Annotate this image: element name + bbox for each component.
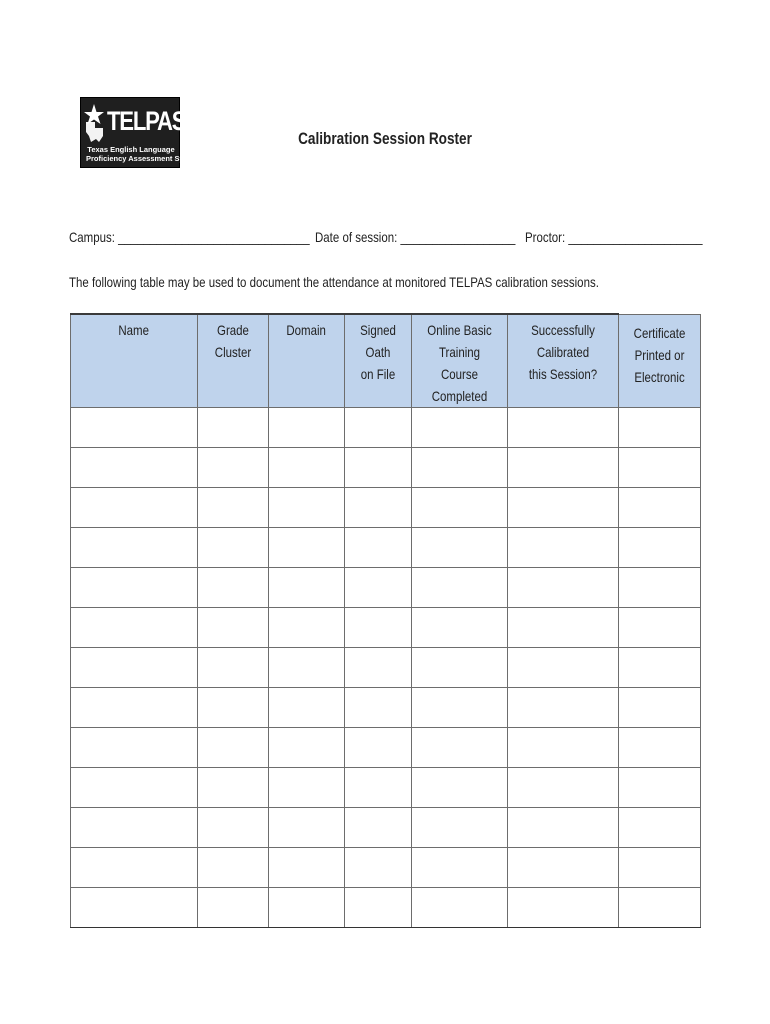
table-cell[interactable] [619, 488, 701, 528]
header-successfully-calibrated [508, 314, 619, 408]
table-cell[interactable] [71, 648, 198, 688]
header-online-training [412, 314, 508, 408]
table-cell[interactable] [508, 528, 619, 568]
logo-wordmark: TELPAS [107, 106, 186, 136]
header-grade-cluster [198, 314, 269, 408]
table-cell[interactable] [269, 648, 345, 688]
roster-body [71, 408, 701, 928]
table-cell[interactable] [619, 408, 701, 448]
table-cell[interactable] [412, 448, 508, 488]
table-cell[interactable] [345, 528, 412, 568]
table-cell[interactable] [71, 688, 198, 728]
table-cell[interactable] [345, 408, 412, 448]
table-cell[interactable] [508, 728, 619, 768]
table-cell[interactable] [269, 808, 345, 848]
table-cell[interactable] [508, 448, 619, 488]
table-cell[interactable] [71, 728, 198, 768]
table-cell[interactable] [71, 608, 198, 648]
table-cell[interactable] [269, 608, 345, 648]
table-row [71, 648, 701, 688]
table-cell[interactable] [345, 808, 412, 848]
table-cell[interactable] [412, 568, 508, 608]
table-cell[interactable] [198, 848, 269, 888]
table-cell[interactable] [412, 488, 508, 528]
table-cell[interactable] [508, 488, 619, 528]
table-cell[interactable] [198, 808, 269, 848]
table-row [71, 768, 701, 808]
header-name [71, 314, 198, 408]
table-cell[interactable] [412, 848, 508, 888]
header-label: Grade Cluster [214, 322, 252, 360]
table-cell[interactable] [71, 528, 198, 568]
logo-subtitle-line1: Texas English Language [87, 145, 175, 154]
table-cell[interactable] [619, 648, 701, 688]
intro-text: The following table may be used to document the attendance at monitored TELPAS calibration sessions. [69, 274, 599, 290]
table-cell[interactable] [269, 528, 345, 568]
table-cell[interactable] [198, 608, 269, 648]
table-cell[interactable] [198, 568, 269, 608]
table-cell[interactable] [508, 568, 619, 608]
header-signed-oath [345, 314, 412, 408]
table-row [71, 528, 701, 568]
table-row [71, 888, 701, 928]
table-row [71, 488, 701, 528]
header-certificate [619, 314, 701, 408]
table-cell[interactable] [508, 768, 619, 808]
table-cell[interactable] [412, 528, 508, 568]
table-cell[interactable] [345, 568, 412, 608]
table-cell[interactable] [198, 888, 269, 928]
table-cell[interactable] [71, 768, 198, 808]
table-cell[interactable] [198, 728, 269, 768]
table-cell[interactable] [345, 768, 412, 808]
table-cell[interactable] [412, 768, 508, 808]
table-row [71, 848, 701, 888]
table-cell[interactable] [508, 608, 619, 648]
table-cell[interactable] [345, 648, 412, 688]
header-domain [269, 314, 345, 408]
header-label: Name [118, 322, 150, 338]
page-title-text: Calibration Session Roster [298, 129, 472, 148]
table-cell[interactable] [269, 448, 345, 488]
table-cell[interactable] [198, 408, 269, 448]
table-cell[interactable] [619, 448, 701, 488]
table-header-row [71, 314, 701, 408]
table-cell[interactable] [412, 648, 508, 688]
table-cell[interactable] [619, 608, 701, 648]
table-cell[interactable] [71, 808, 198, 848]
table-cell[interactable] [71, 848, 198, 888]
header-label: Signed Oath on File [360, 322, 396, 382]
table-cell[interactable] [345, 608, 412, 648]
table-cell[interactable] [345, 488, 412, 528]
table-cell[interactable] [345, 728, 412, 768]
table-cell[interactable] [508, 808, 619, 848]
table-cell[interactable] [412, 888, 508, 928]
table-row [71, 728, 701, 768]
table-cell[interactable] [269, 568, 345, 608]
table-cell[interactable] [619, 568, 701, 608]
table-cell[interactable] [345, 848, 412, 888]
table-row [71, 688, 701, 728]
header-label: Certificate Printed or Electronic [633, 324, 686, 385]
table-cell[interactable] [198, 768, 269, 808]
date-of-session-field: Date of session: __________________ [315, 229, 516, 245]
table-row [71, 608, 701, 648]
table-cell[interactable] [412, 808, 508, 848]
table-cell[interactable] [619, 888, 701, 928]
table-cell[interactable] [412, 608, 508, 648]
table-cell[interactable] [345, 888, 412, 928]
table-cell[interactable] [269, 888, 345, 928]
table-cell[interactable] [269, 768, 345, 808]
table-cell[interactable] [412, 688, 508, 728]
table-cell[interactable] [71, 448, 198, 488]
table-cell[interactable] [198, 448, 269, 488]
table-cell[interactable] [269, 848, 345, 888]
table-cell[interactable] [198, 648, 269, 688]
table-cell[interactable] [508, 648, 619, 688]
table-cell[interactable] [345, 448, 412, 488]
table-cell[interactable] [619, 808, 701, 848]
table-row [71, 408, 701, 448]
table-cell[interactable] [71, 488, 198, 528]
table-cell[interactable] [198, 688, 269, 728]
table-cell[interactable] [71, 408, 198, 448]
table-cell[interactable] [198, 528, 269, 568]
table-row [71, 808, 701, 848]
logo-subtitle-line2: Proficiency Assessment System [86, 154, 202, 163]
table-cell[interactable] [412, 408, 508, 448]
table-cell[interactable] [71, 888, 198, 928]
table-cell[interactable] [619, 728, 701, 768]
table-cell[interactable] [508, 688, 619, 728]
table-cell[interactable] [71, 568, 198, 608]
table-cell[interactable] [619, 528, 701, 568]
roster-table [70, 313, 701, 928]
table-cell[interactable] [198, 488, 269, 528]
table-cell[interactable] [269, 488, 345, 528]
table-cell[interactable] [269, 728, 345, 768]
table-cell[interactable] [269, 688, 345, 728]
header-label: Online Basic Training Course Completed [427, 322, 492, 404]
header-label: Domain [286, 322, 327, 338]
page-title [77, 129, 693, 149]
proctor-field: Proctor: _____________________ [525, 229, 703, 245]
header-label: Successfully Calibrated this Session? [528, 322, 598, 382]
table-cell[interactable] [345, 688, 412, 728]
table-cell[interactable] [619, 848, 701, 888]
table-cell[interactable] [619, 768, 701, 808]
table-cell[interactable] [508, 408, 619, 448]
table-row [71, 448, 701, 488]
table-cell[interactable] [619, 688, 701, 728]
table-cell[interactable] [412, 728, 508, 768]
table-cell[interactable] [508, 888, 619, 928]
table-cell[interactable] [508, 848, 619, 888]
table-row [71, 568, 701, 608]
table-cell[interactable] [269, 408, 345, 448]
campus-field: Campus: ______________________________ [69, 229, 310, 245]
